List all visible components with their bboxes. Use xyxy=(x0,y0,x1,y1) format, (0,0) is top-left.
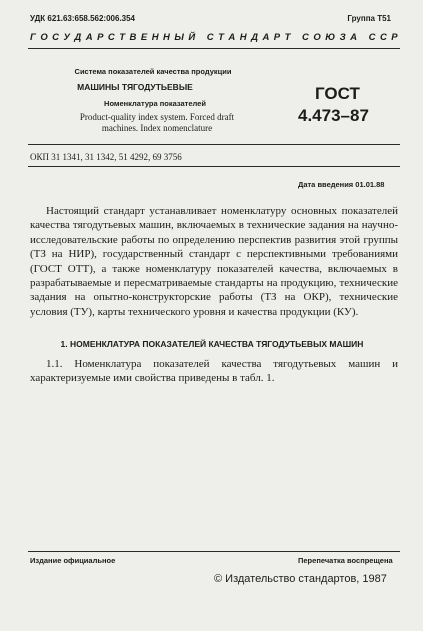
system-title: Система показателей качества продукции xyxy=(74,67,232,76)
nomenclature-title: Номенклатура показателей xyxy=(104,99,206,108)
udk-code: УДК 621.63:658.562:006.354 xyxy=(30,14,136,23)
gost-label: ГОСТ xyxy=(315,84,360,103)
top-rule xyxy=(28,48,400,49)
intro-paragraph xyxy=(30,204,398,319)
gost-number: 4.473–87 xyxy=(298,106,369,125)
section-heading: 1. НОМЕНКЛАТУРА ПОКАЗАТЕЛЕЙ КАЧЕСТВА ТЯГОДУТЬЕВЫХ МАШИН xyxy=(60,339,364,349)
product-title: МАШИНЫ ТЯГОДУТЬЕВЫЕ xyxy=(77,82,193,92)
intro-paragraph-text: Настоящий стандарт устанавливает номенклатуру основных показателей качества тягодутьевых машин, включаемых в технические задания на научно-исследовательские работы по определению перспектив развития этой группы (ТЗ на НИР), государственный стандарт с перспективными требованиями (ГОСТ ОТТ), а также номенклатуру показателей качества, включаемых в разрабатываемые и пересматриваемые стандарты на продукцию, технические задания на опытно-конструкторские работы (ТЗ на ОКР), технические условия (ТУ), карты технического уровня и качества продукции (КУ). xyxy=(30,205,398,318)
english-title-line-2: machines. Index nomenclature xyxy=(101,123,213,133)
copyright: © Издательство стандартов, 1987 xyxy=(214,573,387,585)
standard-title: Г О С У Д А Р С Т В Е Н Н Ы Й С Т А Н Д А Р Т С О Ю З А С С Р xyxy=(30,32,398,43)
okp-codes: ОКП 31 1341, 31 1342, 51 4292, 69 3756 xyxy=(30,152,182,162)
group-code: Группа Т51 xyxy=(347,14,391,23)
section-paragraph-text: 1.1. Номенклатура показателей качества тягодутьевых машин и характеризуемые ими свойства приведены в табл. 1. xyxy=(30,358,398,385)
okp-rule xyxy=(28,166,400,167)
reprint-notice: Перепечатка воспрещена xyxy=(298,556,393,565)
english-title xyxy=(52,112,262,134)
footer-rule xyxy=(28,551,400,552)
mid-rule xyxy=(28,144,400,145)
section-paragraph xyxy=(30,357,398,386)
english-title-line-1: Product-quality index system. Forced draft xyxy=(79,112,235,122)
effective-date: Дата введения 01.01.88 xyxy=(298,180,385,189)
official-edition: Издание официальное xyxy=(30,556,116,565)
